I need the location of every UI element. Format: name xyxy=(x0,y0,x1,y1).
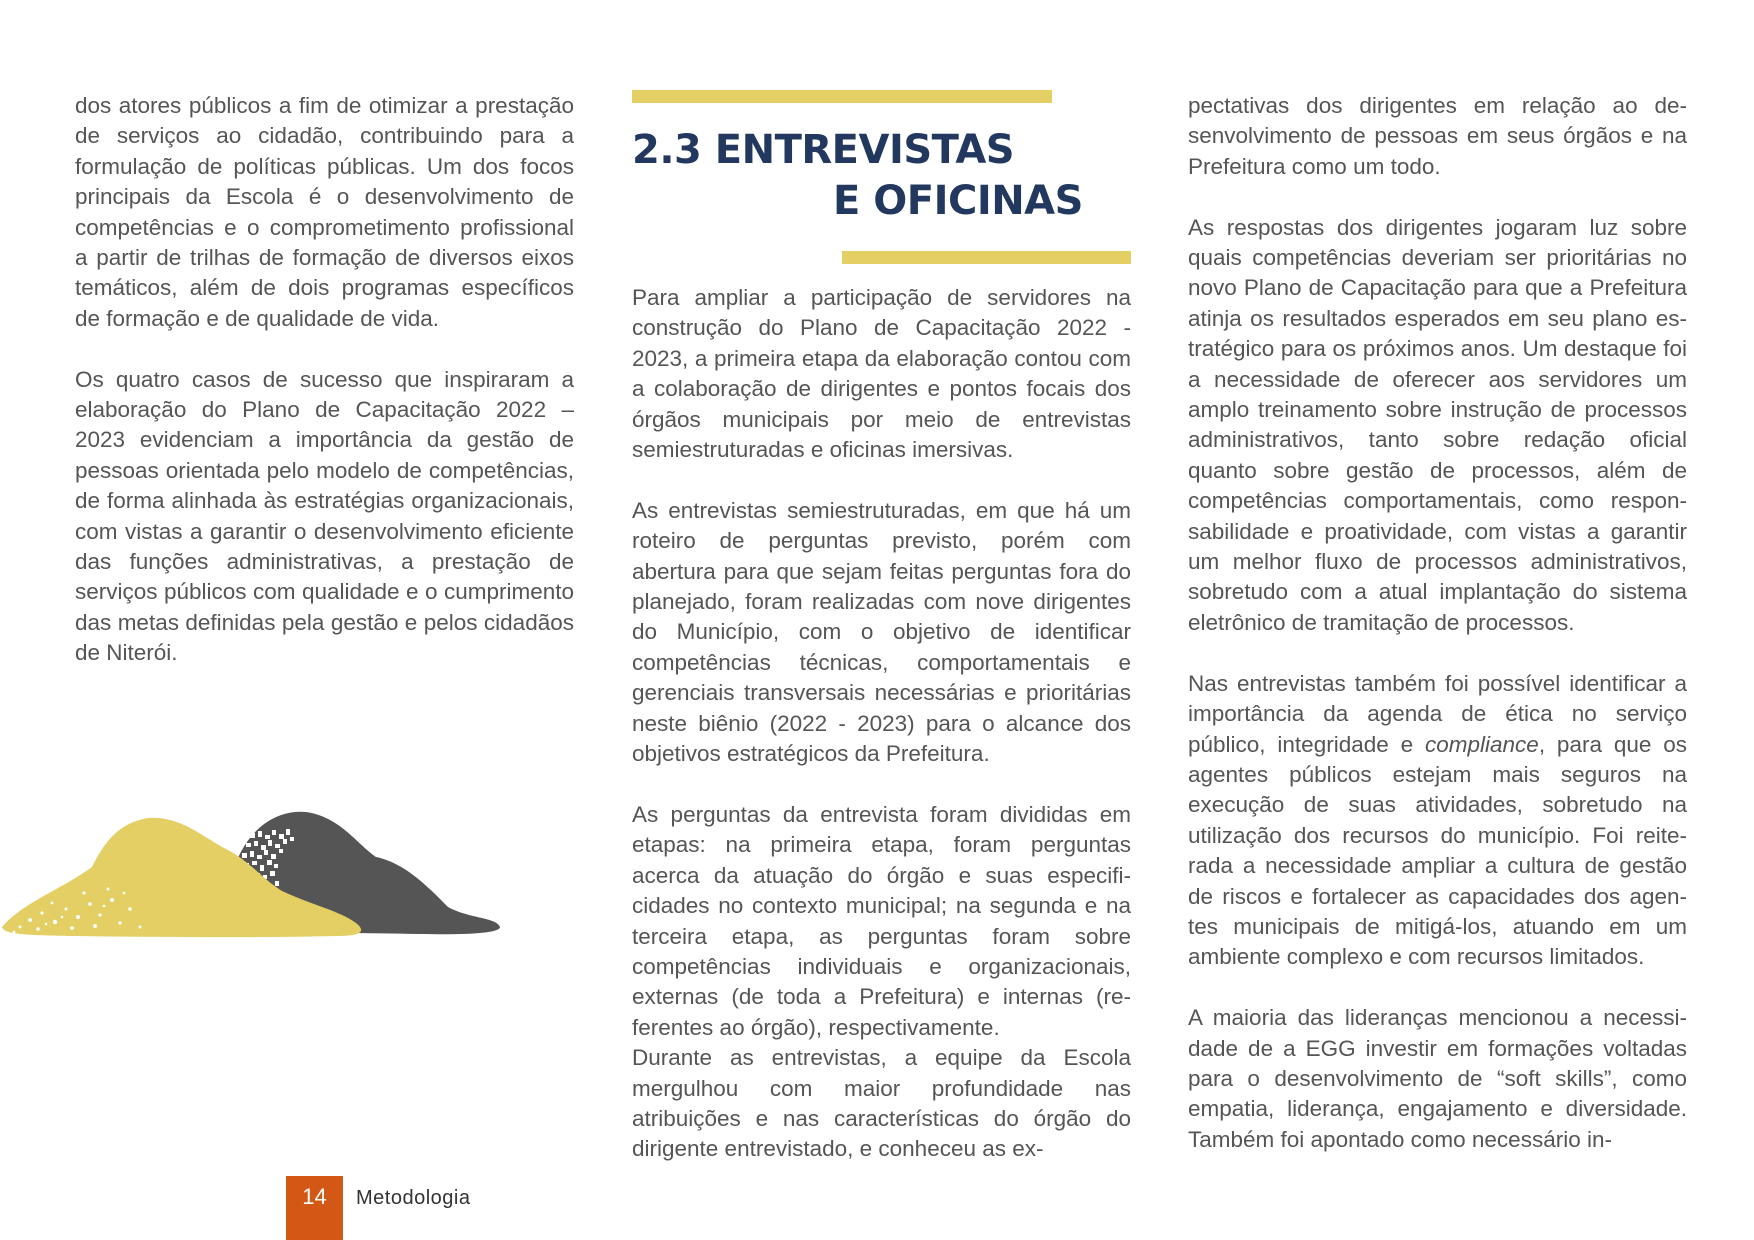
section-label: Metodologia xyxy=(356,1187,471,1209)
text-column-1 xyxy=(75,91,574,669)
heading-accent-bar-top xyxy=(632,90,1052,103)
paragraph: A maioria das lideranças mencionou a necessidade de a EGG investir em formações voltadas para o desenvolvimento de “soft skills”, como empatia, liderança, engajamento e diversidade. Também foi apontado como necessário in- xyxy=(1188,1005,1687,1152)
paragraph: Os quatro casos de sucesso que inspiraram a elaboração do Plano de Capacitação 2022 – 2023 evidenciam a importância da gestão de pessoas orientada pelo modelo de competências, de forma alinhada às estratégias organizacionais, com vistas a garantir o desenvolvimento eficiente das funções administrativas, a prestação de serviços públicos com qualidade e o cumprimento das metas definidas pela gestão e pelos cidadãos de Niterói. xyxy=(75,366,574,666)
italic-term: compliance xyxy=(1425,731,1539,757)
heading-accent-bar-bottom xyxy=(842,251,1131,264)
paragraph-text: Nas entrevistas também foi possível identificar a importância da agenda de ética no serviço público, integridade e xyxy=(1188,670,1687,757)
mountains-illustration xyxy=(0,805,505,945)
paragraph: pectativas dos dirigentes em relação ao desenvolvimento de pessoas em seus órgãos e na Prefeitura como um todo. xyxy=(1188,93,1687,179)
paragraph: As respostas dos dirigentes jogaram luz sobre quais competências deveriam ser prioritárias no novo Plano de Capacitação para que a Prefeitura atinja os resultados esperados em seu plano estratégico para os próximos anos. Um destaque foi a necessidade de oferecer aos servidores um amplo treinamento sobre instrução de processos administrativos, tanto sobre redação oficial quanto sobre gestão de processos, além de competências comportamentais, como responsabilidade e proatividade, com vistas a garantir um melhor fluxo de processos administrativos, sobretudo com a atual implantação do sistema eletrônico de tramitação de processos. xyxy=(1188,214,1687,635)
page-number-badge xyxy=(286,1176,343,1240)
paragraph: Para ampliar a participação de servidores na construção do Plano de Capacitação 2022 - 2023, a primeira etapa da elaboração contou com a colaboração de dirigentes e pontos focais dos órgãos municipais por meio de entrevistas semiestruturadas e oficinas imersivas. xyxy=(632,285,1131,463)
section-heading-line-1: 2.3 ENTREVISTAS xyxy=(632,127,1015,173)
paragraph: As entrevistas semiestruturadas, em que há um roteiro de perguntas previsto, porém com abertura para que sejam feitas perguntas fora do planejado, foram realizadas com nove dirigentes do Município, com o objetivo de identificar competências técnicas, comportamentais e gerenciais transversais necessárias e prioritárias neste biênio (2022 - 2023) para o alcance dos objetivos estratégicos da Prefeitura. xyxy=(632,497,1131,767)
text-column-3 xyxy=(1188,91,1687,1155)
text-column-2 xyxy=(632,283,1131,1165)
paragraph: As perguntas da entrevista foram divididas em etapas: na primeira etapa, foram perguntas acerca da atuação do órgão e suas especificidades no contexto municipal; na segunda e na terceira etapa, as perguntas foram sobre competências individuais e organizacionais, externas (de toda a Prefeitura) e internas (referentes ao órgão), respectivamente. xyxy=(632,801,1131,1040)
paragraph: Durante as entrevistas, a equipe da Escola mergulhou com maior profundidade nas atribuições e nas características do órgão do dirigente entrevistado, e conheceu as ex- xyxy=(632,1045,1131,1162)
page-number: 14 xyxy=(302,1184,327,1209)
paragraph xyxy=(1188,669,1687,973)
paragraph: dos atores públicos a fim de otimizar a prestação de serviços ao cidadão, contribuindo para a formulação de políticas públicas. Um dos focos principais da Escola é o desenvolvimento de competências e o comprometimento profissional a partir de trilhas de formação de diversos eixos temáticos, além de dois programas específicos de formação e de qualidade de vida. xyxy=(75,93,574,331)
section-heading-line-2: E OFICINAS xyxy=(833,178,1083,224)
paragraph-text: , para que os agentes públicos estejam mais seguros na execução de suas atividades, sobretudo na utilização dos recursos do município. Foi reiterada a necessidade ampliar a cultura de gestão de riscos e fortalecer as capacidades dos agentes municipais de mitigá-los, atuando em um ambiente complexo e com recursos limitados. xyxy=(1188,731,1687,970)
